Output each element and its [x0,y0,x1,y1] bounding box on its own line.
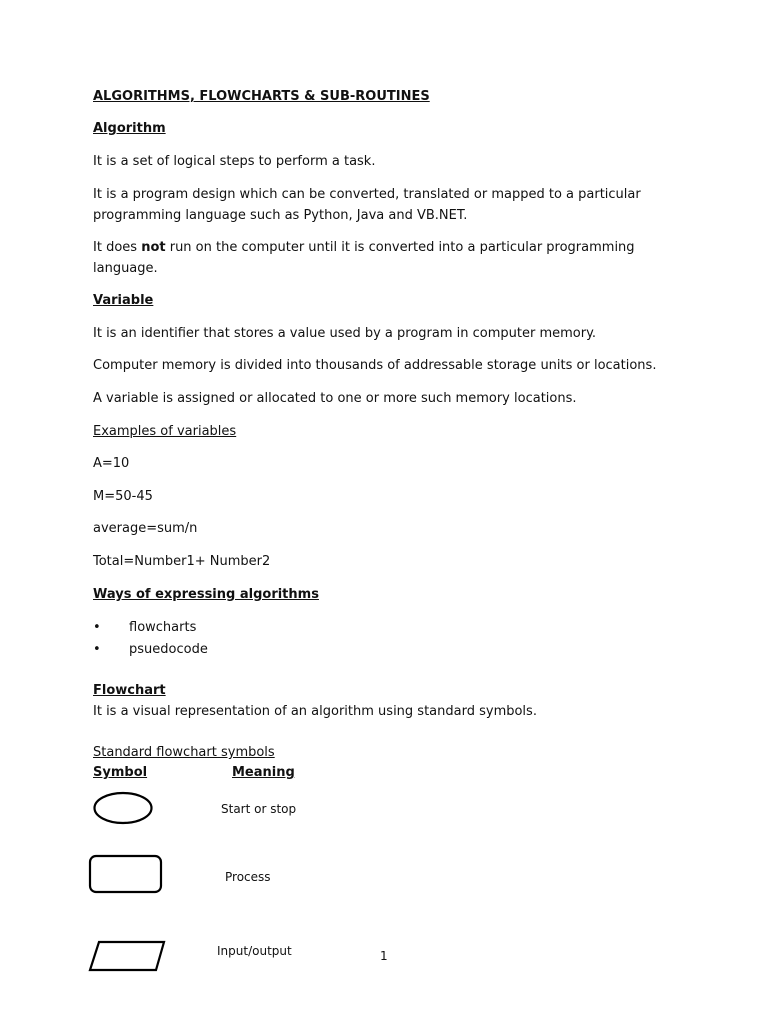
flowchart-definition: It is a visual representation of an algorithm using standard symbols. [93,704,537,719]
algorithm-p3-prefix: It does [93,240,142,255]
algorithm-p3-emphasis: not [141,240,166,255]
parallelogram-io-icon [88,940,168,974]
examples-heading: Examples of variables [93,424,237,439]
page-number: 1 [380,949,388,963]
example-item: M=50-45 [93,489,153,504]
algorithm-heading: Algorithm [93,121,166,136]
list-item: psuedocode [129,642,208,657]
example-item: Total=Number1+ Number2 [93,554,271,569]
list-item: flowcharts [129,620,197,635]
symbol-meaning-label: Input/output [217,944,292,958]
algorithm-paragraph-3-line-1 [93,237,635,258]
variable-paragraph-1: It is an identifier that stores a value used by a program in computer memory. [93,326,597,341]
variable-paragraph-2: Computer memory is divided into thousands of addressable storage units or locations. [93,358,657,373]
algorithm-p3-suffix: run on the computer until it is converted into a particular programming [165,240,635,255]
example-item: A=10 [93,456,130,471]
symbol-meaning-label: Start or stop [221,802,297,816]
ways-heading: Ways of expressing algorithms [93,587,319,602]
bullet-icon: • [93,642,101,657]
document-title: ALGORITHMS, FLOWCHARTS & SUB-ROUTINES [93,89,430,104]
example-item: average=sum/n [93,521,198,536]
flowchart-heading: Flowchart [93,683,166,698]
symbols-heading: Standard flowchart symbols [93,745,275,760]
symbol-meaning-label: Process [225,870,271,884]
meaning-column-header: Meaning [232,765,295,780]
symbol-column-header: Symbol [93,765,148,780]
rounded-rectangle-process-icon [88,854,164,896]
bullet-icon: • [93,620,101,635]
algorithm-definition: It is a set of logical steps to perform a task. [93,154,376,169]
variable-heading: Variable [93,293,154,308]
oval-terminator-icon [92,791,156,827]
algorithm-paragraph-2-line-2: programming language such as Python, Java and VB.NET. [93,208,468,223]
algorithm-paragraph-2-line-1: It is a program design which can be converted, translated or mapped to a particular [93,187,641,202]
algorithm-paragraph-3-line-2: language. [93,261,158,276]
variable-paragraph-3: A variable is assigned or allocated to one or more such memory locations. [93,391,577,406]
